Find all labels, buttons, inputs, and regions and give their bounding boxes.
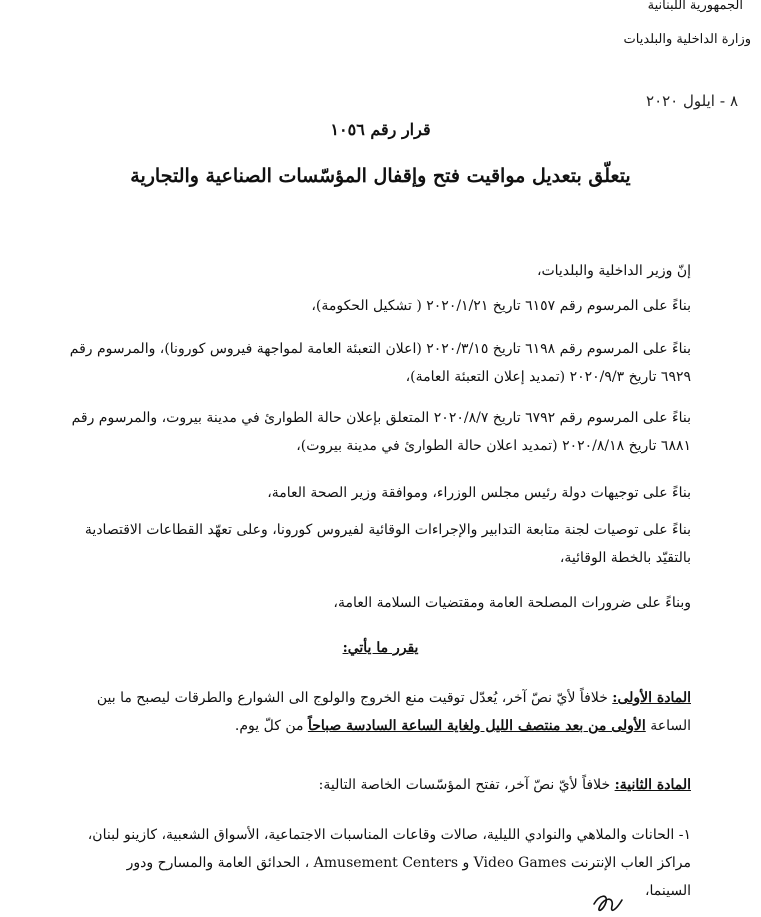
article-2-item-1-line-1: ١- الحانات والملاهي والنوادي الليلية، صالات وقاعات المناسبات الاجتماعية، الأسواق الشعبية، كازينو لبنان، [87, 827, 691, 843]
preamble-paragraph-2 [51, 340, 691, 396]
preamble-paragraph-3 [51, 409, 691, 465]
decision-number: قرار رقم ١٠٥٦ [330, 120, 431, 139]
preamble-paragraph-6: وبناءً على ضرورات المصلحة العامة ومقتضيات السلامة العامة، [333, 595, 691, 611]
preamble-paragraph-1: بناءً على المرسوم رقم ٦١٥٧ تاريخ ٢٠٢٠/١/٢١ ( تشكيل الحكومة)، [311, 298, 691, 314]
preamble-paragraph-5-line-2: بالتقيّد بالخطة الوقائية، [559, 550, 691, 566]
article-1-suffix: من كلّ يوم. [234, 718, 308, 734]
preamble-paragraph-3-line-1: بناءً على المرسوم رقم ٦٧٩٢ تاريخ ٢٠٢٠/٨/٧ المتعلق بإعلان حالة الطوارئ في مدينة بيروت، والمرسوم رقم [71, 410, 691, 426]
article-1-prefix: الساعة [645, 718, 691, 734]
preamble-paragraph-3-line-2: ٦٨٨١ تاريخ ٢٠٢٠/٨/١٨ (تمديد اعلان حالة الطوارئ في مدينة بيروت)، [296, 438, 691, 454]
article-2-item-1-line-3: السينما، [645, 883, 691, 899]
article-2-text: خلافاً لأيّ نصّ آخر، تفتح المؤسّسات الخاصة التالية: [318, 777, 615, 793]
article-2-item-1-line-2: مراكز العاب الإنترنت Video Games و Amusement Centers ، الحدائق العامة والمسارح ودور [126, 855, 691, 871]
decides-heading: يقرر ما يأتي: [342, 640, 419, 656]
article-1 [51, 689, 691, 745]
signature-mark [590, 890, 626, 917]
article-1-text: خلافاً لأيّ نصّ آخر، يُعدّل توقيت منع الخروج والولوج الى الشوارع والطرقات ليصبح ما بين [96, 690, 613, 706]
republic-header: الجمهورية اللبنانية [647, 0, 743, 13]
article-2-label: المادة الثانية: [614, 777, 691, 793]
preamble-paragraph-2-line-2: ٦٩٢٩ تاريخ ٢٠٢٠/٩/٣ (تمديد إعلان التعبئة العامة)، [405, 369, 691, 385]
preamble-paragraph-4: بناءً على توجيهات دولة رئيس مجلس الوزراء، وموافقة وزير الصحة العامة، [267, 485, 691, 501]
preamble-minister: إنّ وزير الداخلية والبلديات، [536, 263, 691, 279]
article-2 [51, 776, 691, 794]
article-1-label: المادة الأولى: [612, 690, 691, 706]
preamble-paragraph-2-line-1: بناءً على المرسوم رقم ٦١٩٨ تاريخ ٢٠٢٠/٣/١٥ (اعلان التعبئة العامة لمواجهة فيروس كورونا)، والمرسوم رقم [69, 341, 691, 357]
decision-subject: يتعلّق بتعديل مواقيت فتح وإقفال المؤسّسات الصناعية والتجارية [130, 165, 631, 187]
ministry-header: وزارة الداخلية والبلديات [623, 32, 751, 47]
preamble-paragraph-5 [51, 521, 691, 577]
article-1-curfew-hours: الأولى من بعد منتصف الليل ولغاية الساعة السادسة صباحاً [307, 718, 646, 734]
preamble-paragraph-5-line-1: بناءً على توصيات لجنة متابعة التدابير والإجراءات الوقائية لفيروس كورونا، وعلى تعهّد القطاعات الاقتصادية [84, 522, 691, 538]
document-date: ٨ - ايلول ٢٠٢٠ [646, 92, 738, 110]
